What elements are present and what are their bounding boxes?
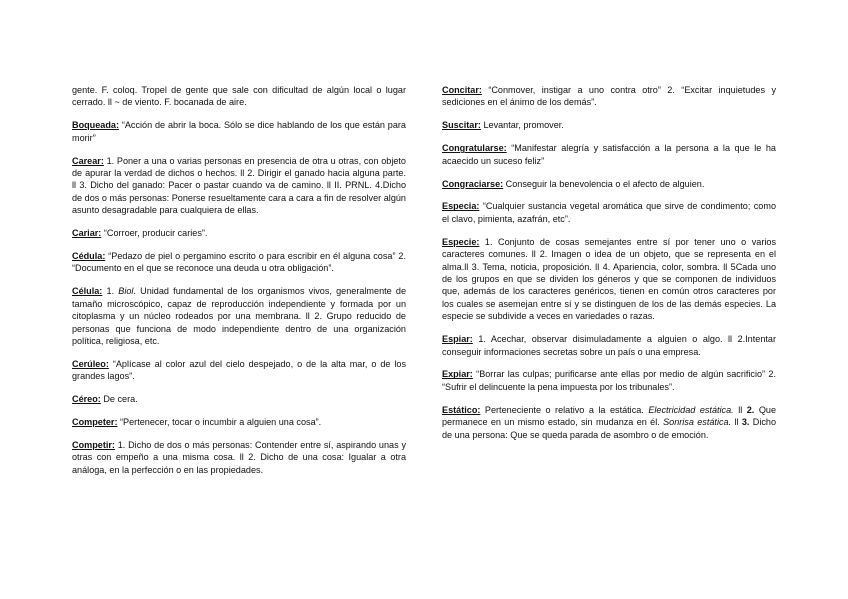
entry-term: Competir: bbox=[72, 440, 115, 451]
entry-estatico bbox=[442, 404, 776, 441]
entry-celula bbox=[72, 285, 406, 347]
entry-term: Especie: bbox=[442, 236, 480, 247]
entry-ceruleo bbox=[72, 358, 406, 383]
entry-text: “Borrar las culpas; purificarse ante ellas por medio de algún sacrificio” 2. “Sufrir el delincuente la pena impuesta por los tribunales”. bbox=[442, 369, 776, 392]
entry-cereo bbox=[72, 393, 406, 405]
entry-term: Suscitar: bbox=[442, 120, 481, 131]
entry-term: Carear: bbox=[72, 155, 104, 166]
entry-boqueada bbox=[72, 119, 406, 144]
entry-congratularse bbox=[442, 142, 776, 167]
entry-text: “Cualquier sustancia vegetal aromática que sirve de condimento; como el clavo, pimienta, azafrán, etc”. bbox=[442, 201, 776, 224]
entry-text: De cera. bbox=[100, 394, 138, 405]
entry-term: Cariar: bbox=[72, 228, 102, 239]
entry-congraciarse bbox=[442, 178, 776, 190]
entry-term: Congraciarse: bbox=[442, 178, 504, 189]
entry-text: “Corroer, producir caries”. bbox=[101, 228, 208, 239]
entry-text: Levantar, promover. bbox=[480, 120, 564, 131]
entry-italic: Biol. bbox=[118, 286, 136, 297]
entry-expiar bbox=[442, 368, 776, 393]
entry-gente bbox=[72, 84, 406, 109]
entry-text: ll bbox=[731, 417, 742, 428]
entry-term: Boqueada: bbox=[72, 120, 119, 131]
entry-text: “Acción de abrir la boca. Sólo se dice hablando de los que están para morir” bbox=[72, 120, 406, 143]
entry-term: Concitar: bbox=[442, 85, 482, 95]
entry-italic: Sonrisa estática. bbox=[663, 417, 732, 428]
entry-concitar bbox=[442, 84, 776, 109]
entry-term: Especia: bbox=[442, 201, 480, 212]
entry-term: Estático: bbox=[442, 404, 481, 415]
entry-bold: 2. bbox=[746, 404, 755, 415]
entry-competir bbox=[72, 439, 406, 476]
entry-text: gente. F. coloq. Tropel de gente que sale con dificultad de algún local o lugar cerrado. ll ~ de viento. F. bocanada de aire. bbox=[72, 85, 406, 108]
entry-cedula bbox=[72, 250, 406, 275]
entry-bold: 3. bbox=[741, 417, 750, 428]
left-column bbox=[72, 84, 406, 487]
entry-term: Cédula: bbox=[72, 251, 106, 262]
entry-suscitar bbox=[442, 119, 776, 131]
entry-text: “Pedazo de piel o pergamino escrito o para escribir en él alguna cosa” 2. “Documento en el que se reconoce una deuda u otra obligación”. bbox=[72, 251, 406, 274]
entry-term: Espiar: bbox=[442, 334, 473, 345]
entry-term: Expiar: bbox=[442, 369, 473, 380]
entry-text: “Pertenecer, tocar o incumbir a alguien una cosa”. bbox=[117, 417, 322, 428]
entry-text: 1. Conjunto de cosas semejantes entre sí por tener uno o varios caracteres comunes. ll 2. Imagen o idea de un objeto, que se representa en el alma.ll 3. Tema, noticia, proposición. ll 4. Apariencia, color, sombra. ll 5Cada uno de los grupos en que se dividen los géneros y que se componen de individuos que, además de los caracteres genéricos, tienen en común otros caracteres por los cuales se asemejan entre sí y se distinguen de los de las demás especies. La especie se subdivide a veces en variedades o razas. bbox=[442, 236, 776, 322]
entry-text: Conseguir la benevolencia o el afecto de alguien. bbox=[503, 178, 705, 189]
entry-cariar bbox=[72, 227, 406, 239]
entry-text: Perteneciente o relativo a la estática. bbox=[480, 404, 649, 415]
entry-term: Cerúleo: bbox=[72, 358, 109, 369]
entry-term: Céreo: bbox=[72, 394, 101, 405]
entry-text: “Aplícase al color azul del cielo despejado, o de la alta mar, o de los grandes lagos”. bbox=[72, 358, 406, 382]
entry-text: “Manifestar alegría y satisfacción a la persona a la que le ha acaecido un suceso feliz” bbox=[442, 143, 776, 166]
entry-text: 1. bbox=[102, 286, 119, 297]
entry-text: Que permanece en un mismo estado, sin mudanza en él. bbox=[442, 404, 777, 428]
entry-especie bbox=[442, 236, 776, 323]
entry-text: 1. Dicho de dos o más personas: Contender entre sí, aspirando unas y otras con empeño a una misma cosa. ll 2. Dicho de una cosa: Igualar a otra análoga, en la perfección o en las propiedades. bbox=[72, 440, 406, 475]
entry-text: 1. Acechar, observar disimuladamente a alguien o algo. ll 2.Intentar conseguir informaciones secretas sobre un país o una empresa. bbox=[442, 334, 776, 357]
entry-text: ll bbox=[733, 404, 747, 415]
entry-text: Dicho de una persona: Que se queda parada de asombro o de emoción. bbox=[442, 417, 777, 440]
entry-carear bbox=[72, 155, 406, 217]
entry-competer bbox=[72, 416, 406, 428]
entry-term: Competer: bbox=[72, 417, 118, 428]
entry-text: 1. Poner a una o varias personas en presencia de otra u otras, con objeto de apurar la verdad de dichos o hechos. ll 2. Dirigir el ganado hacia alguna parte. ll 3. Dicho del ganado: Pacer o pastar cuando va de camino. ll II. PRNL. 4.Dicho de dos o más personas: Ponerse resueltamente cara a cara a fin de resolver algún asunto desagradable para cualquiera de ellas. bbox=[72, 155, 406, 216]
entry-term: Congratularse: bbox=[442, 143, 507, 154]
entry-espiar bbox=[442, 333, 776, 358]
right-column bbox=[442, 84, 776, 451]
entry-italic: Electricidad estática. bbox=[648, 404, 734, 415]
entry-text: “Conmover, instigar a uno contra otro” 2. “Excitar inquietudes y sediciones en el ánimo de los demás”. bbox=[442, 85, 776, 108]
entry-term: Célula: bbox=[72, 286, 103, 297]
entry-text: Unidad fundamental de los organismos vivos, generalmente de tamaño microscópico, capaz de reproducción independiente y formada por un citoplasma y un núcleo rodeados por una membrana. ll 2. Grupo reducido de personas que funciona de modo independiente dentro de una organización política, religiosa, etc. bbox=[72, 286, 407, 346]
entry-especia bbox=[442, 200, 776, 225]
